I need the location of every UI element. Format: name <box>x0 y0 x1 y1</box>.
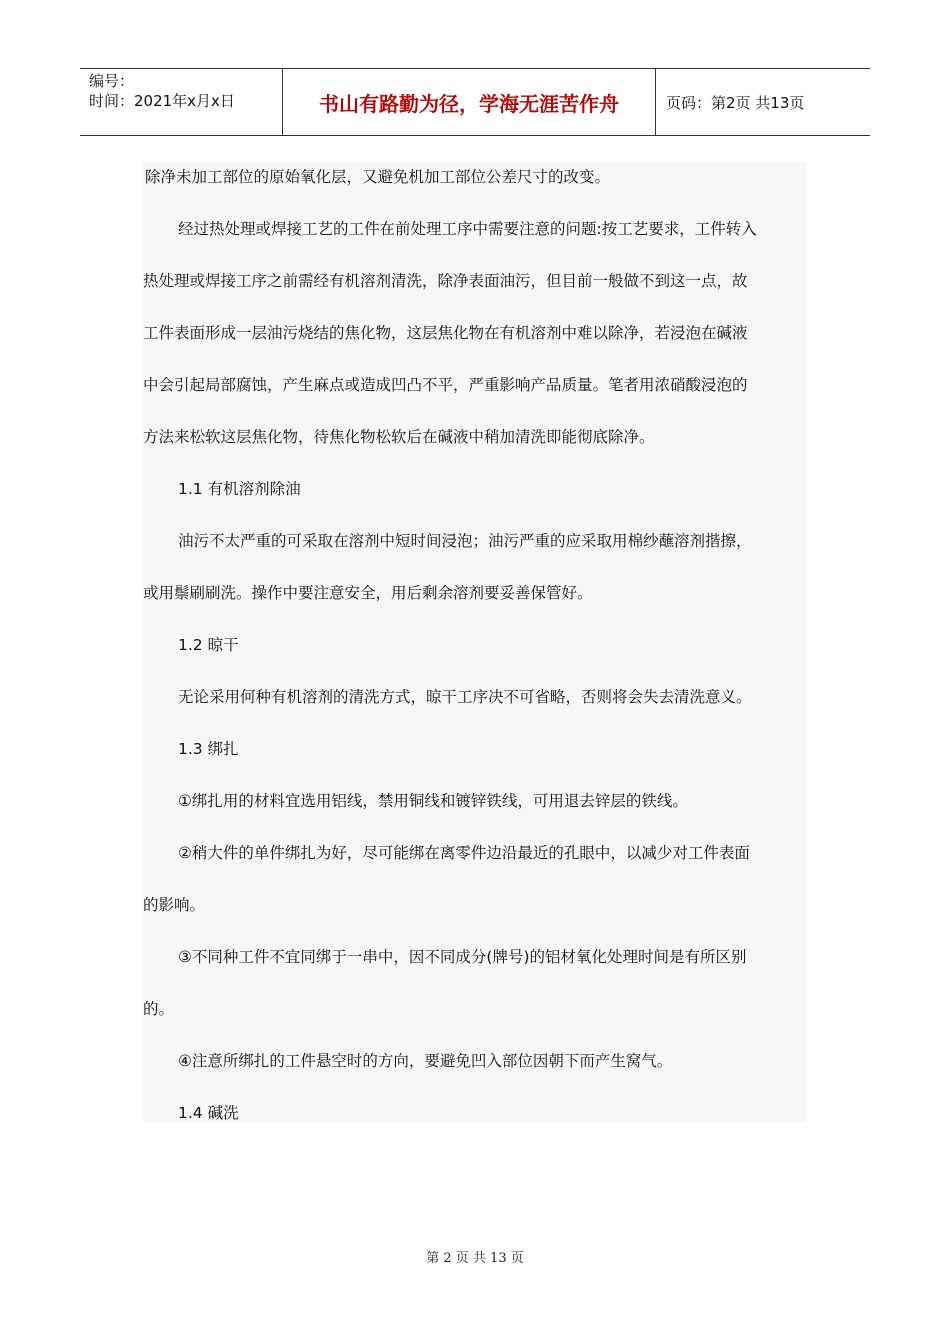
document-body <box>143 162 806 1122</box>
body-line: 方法来松软这层焦化物，待焦化物松软后在碱液中稍加清洗即能彻底除净。 <box>143 428 655 446</box>
section-heading: 1.1 有机溶剂除油 <box>178 480 301 498</box>
body-line: 的。 <box>143 1000 175 1018</box>
body-line: 经过热处理或焊接工艺的工件在前处理工序中需要注意的问题:按工艺要求，工件转入 <box>178 220 757 238</box>
section-heading: 1.4 碱洗 <box>178 1104 239 1122</box>
page-footer: 第 2 页 共 13 页 <box>426 1251 524 1266</box>
body-line: ③不同种工件不宜同绑于一串中，因不同成分(牌号)的铝材氧化处理时间是有所区别 <box>178 948 747 966</box>
number-label: 编号： <box>89 72 135 90</box>
body-line: 的影响。 <box>143 896 206 914</box>
body-line: ④注意所绑扎的工件悬空时的方向，要避免凹入部位因朝下而产生窝气。 <box>178 1052 673 1070</box>
body-line: 除净未加工部位的原始氧化层，又避免机加工部位公差尺寸的改变。 <box>145 168 611 186</box>
section-heading: 1.3 绑扎 <box>178 740 239 758</box>
header-meta <box>80 69 282 135</box>
body-line: 中会引起局部腐蚀，产生麻点或造成凹凸不平，严重影响产品质量。笔者用浓硝酸浸泡的 <box>143 376 748 394</box>
body-line: ①绑扎用的材料宜选用铝线，禁用铜线和镀锌铁线，可用退去锌层的铁线。 <box>178 792 688 810</box>
header-page-code: 页码：第2页 共13页 <box>666 93 805 112</box>
body-line: 工件表面形成一层油污烧结的焦化物，这层焦化物在有机溶剂中难以除净，若浸泡在碱液 <box>143 324 748 342</box>
body-line: 油污不太严重的可采取在溶剂中短时间浸泡；油污严重的应采取用棉纱蘸溶剂揩擦， <box>178 532 752 550</box>
time-label: 时间：2021年x月x日 <box>89 92 235 110</box>
section-heading: 1.2 晾干 <box>178 636 239 654</box>
body-line: 无论采用何种有机溶剂的清洗方式，晾干工序决不可省略，否则将会失去清洗意义。 <box>178 688 752 706</box>
header-motto: 书山有路勤为径，学海无涯苦作舟 <box>282 69 656 135</box>
body-line: ②稍大件的单件绑扎为好，尽可能绑在离零件边沿最近的孔眼中，以减少对工件表面 <box>178 844 750 862</box>
body-line: 热处理或焊接工序之前需经有机溶剂清洗，除净表面油污，但目前一般做不到这一点，故 <box>143 272 748 290</box>
page-header <box>80 68 870 136</box>
body-line: 或用鬃刷刷洗。操作中要注意安全，用后剩余溶剂要妥善保管好。 <box>143 584 593 602</box>
